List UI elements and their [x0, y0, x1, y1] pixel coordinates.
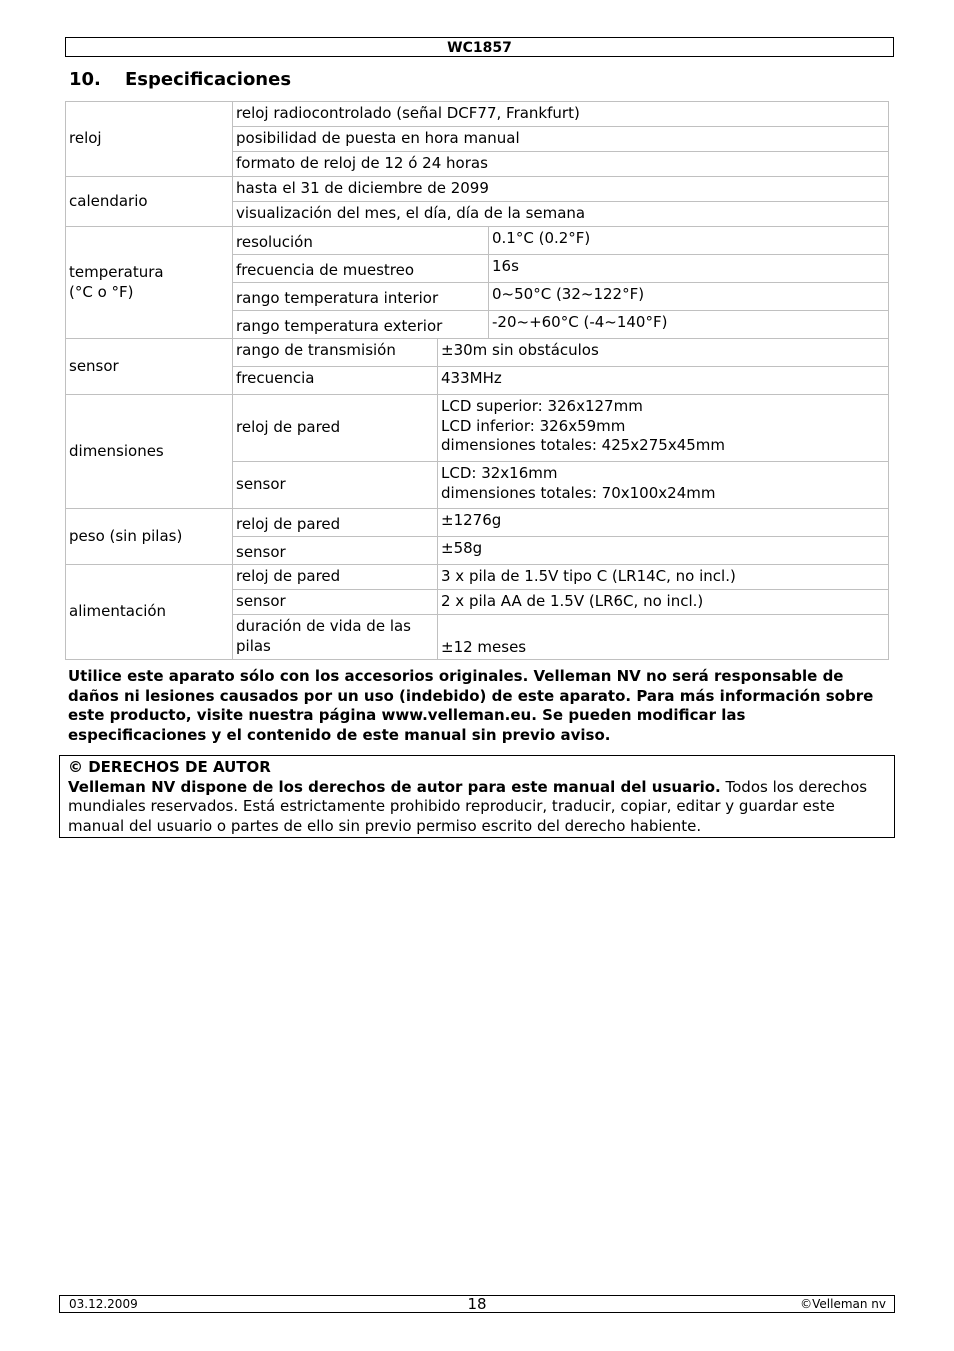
spec-value-cell: 433MHz — [438, 367, 889, 395]
category-cell: dimensiones — [66, 395, 233, 509]
spec-name-cell: rango temperatura interior — [233, 283, 489, 311]
footer-copyright: ©Velleman nv — [800, 1297, 886, 1311]
value-line: LCD: 32x16mm — [441, 464, 558, 482]
footer-date: 03.12.2009 — [69, 1297, 138, 1311]
spec-name-cell: frecuencia — [233, 367, 438, 395]
category-cell: peso (sin pilas) — [66, 509, 233, 565]
spec-value-cell: ±1276g — [438, 509, 889, 537]
spec-value-cell: ±12 meses — [438, 615, 889, 660]
model-number: WC1857 — [447, 40, 512, 56]
spec-name-cell — [233, 615, 438, 660]
spec-value-cell — [438, 462, 889, 509]
page-number: 18 — [467, 1295, 487, 1313]
category-label-unit: (°C o °F) — [69, 282, 134, 301]
value-line: dimensiones totales: 425x275x45mm — [441, 436, 726, 454]
copyright-intro: Velleman NV dispone de los derechos de autor para este manual del usuario. — [68, 777, 721, 796]
spec-value-cell: ±58g — [438, 537, 889, 565]
copyright-box — [59, 755, 895, 838]
table-row — [66, 177, 889, 202]
section-heading — [69, 69, 291, 91]
spec-cell: formato de reloj de 12 ó 24 horas — [233, 152, 889, 177]
spec-name-cell: resolución — [233, 227, 489, 255]
spec-name-cell: frecuencia de muestreo — [233, 255, 489, 283]
table-row — [66, 339, 889, 367]
spec-name-cell: sensor — [233, 590, 438, 615]
name-line: duración de vida de las — [236, 617, 411, 635]
spec-name-cell: sensor — [233, 462, 438, 509]
value-line: LCD inferior: 326x59mm — [441, 416, 626, 435]
section-number: 10. — [69, 69, 101, 90]
category-cell: sensor — [66, 339, 233, 395]
category-label: temperatura — [69, 263, 164, 281]
spec-name-cell: reloj de pared — [233, 395, 438, 462]
spec-value-cell: 3 x pila de 1.5V tipo C (LR14C, no incl.) — [438, 565, 889, 590]
category-cell — [66, 227, 233, 339]
spec-value-cell: 16s — [489, 255, 889, 283]
name-line: pilas — [236, 636, 271, 655]
category-cell: alimentación — [66, 565, 233, 660]
table-row — [66, 227, 889, 255]
value-line: LCD superior: 326x127mm — [441, 397, 643, 415]
spec-name-cell: rango temperatura exterior — [233, 311, 489, 339]
usage-notice: Utilice este aparato sólo con los accesorios originales. Velleman NV no será responsable de daños ni lesiones causados por un uso (indebido) de este aparato. Para más información sobre este producto, visite nuestra página www.velleman.eu. Se pueden modificar las especificaciones y el contenido de este manual sin previo aviso. — [68, 667, 874, 745]
spec-cell: visualización del mes, el día, día de la semana — [233, 202, 889, 227]
spec-value-cell: ±30m sin obstáculos — [438, 339, 889, 367]
page-footer — [59, 1295, 895, 1313]
spec-cell: posibilidad de puesta en hora manual — [233, 127, 889, 152]
table-row — [66, 395, 889, 462]
spec-value-cell: -20~+60°C (-4~140°F) — [489, 311, 889, 339]
table-row — [66, 509, 889, 537]
table-row — [66, 102, 889, 127]
category-cell: calendario — [66, 177, 233, 227]
spec-name-cell: reloj de pared — [233, 509, 438, 537]
spec-cell: reloj radiocontrolado (señal DCF77, Frankfurt) — [233, 102, 889, 127]
spec-value-cell: 0.1°C (0.2°F) — [489, 227, 889, 255]
spec-table — [65, 101, 889, 660]
copyright-body: Todos los derechos mundiales reservados. Está estrictamente prohibido reproducir, traducir, copiar, editar y guardar este manual del usuario o partes de ello sin previo permiso escrito del derecho habiente. — [68, 777, 868, 836]
section-title: Especificaciones — [125, 69, 292, 90]
copyright-heading: © DERECHOS DE AUTOR — [68, 758, 271, 776]
spec-name-cell: reloj de pared — [233, 565, 438, 590]
table-row — [66, 565, 889, 590]
page-header — [65, 37, 894, 57]
spec-value-cell: 2 x pila AA de 1.5V (LR6C, no incl.) — [438, 590, 889, 615]
spec-name-cell: rango de transmisión — [233, 339, 438, 367]
spec-value-cell — [438, 395, 889, 462]
copyright-text — [68, 778, 886, 837]
category-cell: reloj — [66, 102, 233, 177]
value-line: dimensiones totales: 70x100x24mm — [441, 483, 716, 502]
spec-value-cell: 0~50°C (32~122°F) — [489, 283, 889, 311]
spec-name-cell: sensor — [233, 537, 438, 565]
spec-cell: hasta el 31 de diciembre de 2099 — [233, 177, 889, 202]
